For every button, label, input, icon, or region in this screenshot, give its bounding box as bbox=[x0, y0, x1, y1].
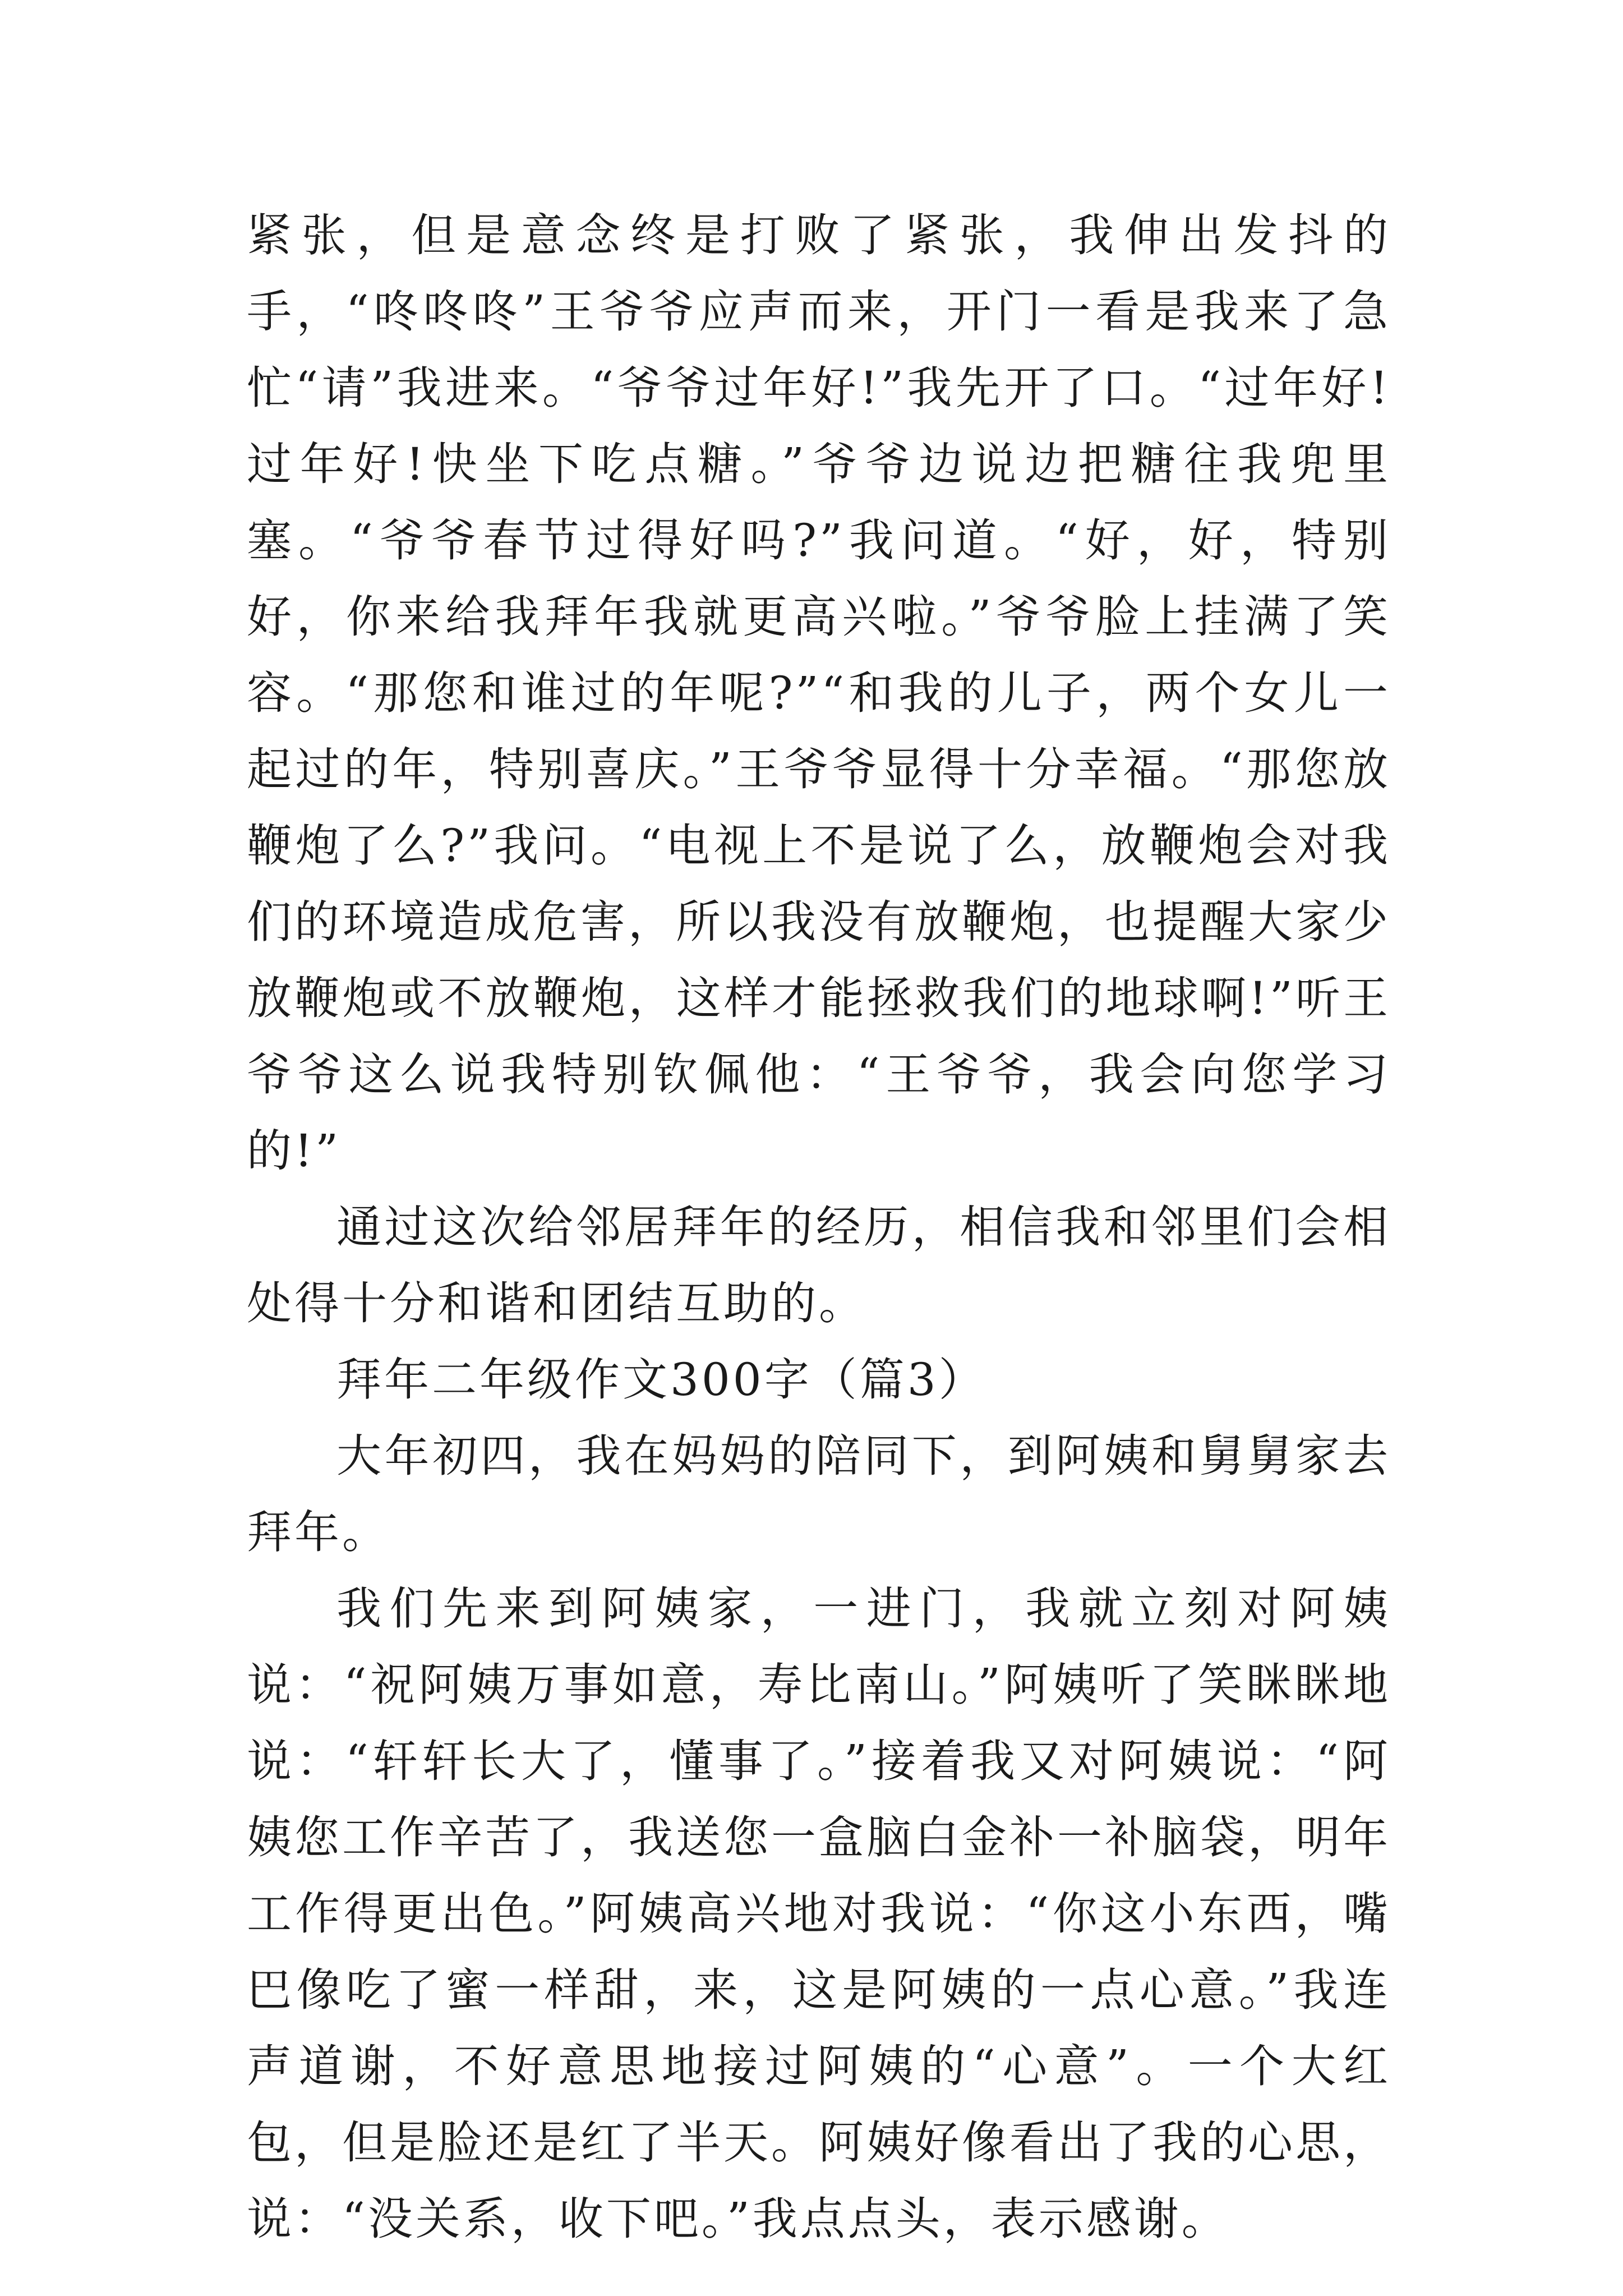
paragraph-4: 我们先来到阿姨家，一进门，我就立刻对阿姨说：“祝阿姨万事如意，寿比南山。”阿姨听了笑眯眯地说：“轩轩长大了，懂事了。”接着我又对阿姨说：“阿姨您工作辛苦了，我送您一盒脑白金补一补脑袋，明年工作得更出色。”阿姨高兴地对我说：“你这小东西，嘴巴像吃了蜜一样甜，来，这是阿姨的一点心意。”我连声道谢，不好意思地接过阿姨的“心意”。一个大红包，但是脸还是红了半天。阿姨好像看出了我的心思，说：“没关系，收下吧。”我点点头，表示感谢。 bbox=[247, 1582, 1391, 2245]
paragraph-1: 紧张，但是意念终是打败了紧张，我伸出发抖的手，“咚咚咚”王爷爷应声而来，开门一看是我来了急忙“请”我进来。“爷爷过年好!”我先开了口。“过年好!过年好!快坐下吃点糖。”爷爷边说边把糖往我兜里塞。“爷爷春节过得好吗?”我问道。“好，好，特别好，你来给我拜年我就更高兴啦。”爷爷脸上挂满了笑容。“那您和谁过的年呢?”“和我的儿子，两个女儿一起过的年，特别喜庆。”王爷爷显得十分幸福。“那您放鞭炮了么?”我问。“电视上不是说了么，放鞭炮会对我们的环境造成危害，所以我没有放鞭炮，也提醒大家少放鞭炮或不放鞭炮，这样才能拯救我们的地球啊!”听王爷爷这么说我特别钦佩他：“王爷爷，我会向您学习的!” bbox=[247, 209, 1391, 1177]
paragraph-2: 通过这次给邻居拜年的经历，相信我和邻里们会相处得十分和谐和团结互助的。 bbox=[247, 1201, 1391, 1329]
document-body bbox=[247, 197, 1391, 2257]
section-heading: 拜年二年级作文300字（篇3） bbox=[336, 1354, 986, 1406]
paragraph-3: 大年初四，我在妈妈的陪同下，到阿姨和舅舅家去拜年。 bbox=[247, 1430, 1391, 1558]
